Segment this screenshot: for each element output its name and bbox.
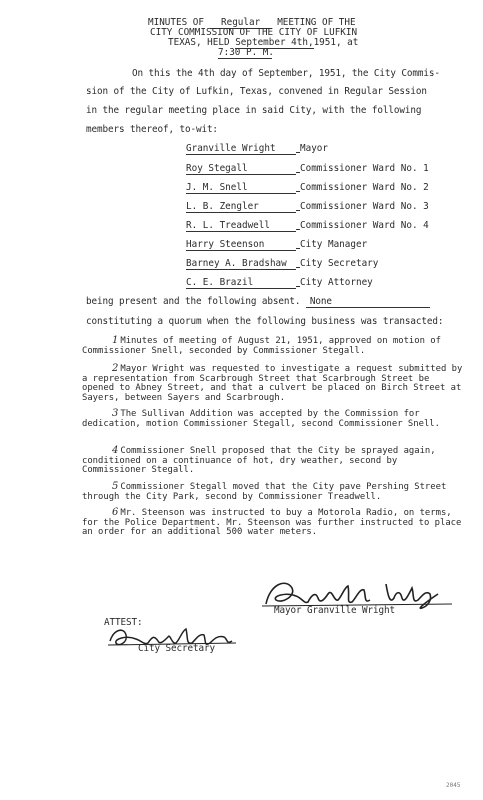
mayor-title: Mayor Granville Wright: [274, 605, 395, 616]
header-prefix: MINUTES OF: [148, 17, 204, 28]
business-item: [82, 364, 466, 403]
member-row: [186, 258, 483, 271]
member-row: [186, 182, 483, 195]
member-title: Commissioner Ward No. 1: [300, 163, 429, 174]
member-title: Commissioner Ward No. 2: [300, 182, 429, 193]
item-number: 5: [112, 481, 119, 492]
member-name: R. L. Treadwell: [186, 220, 296, 232]
member-name: C. E. Brazil: [186, 277, 296, 289]
item-number: 4: [112, 445, 119, 456]
member-name: Barney A. Bradshaw: [186, 258, 296, 270]
secretary-title: City Secretary: [138, 643, 215, 654]
business-item: [82, 508, 466, 538]
intro-line-3: in the regular meeting place in said City, with the following: [86, 105, 422, 116]
business-item: [82, 446, 466, 476]
item-text: Commissioner Snell proposed that the City be sprayed again, conditioned on a continuance of hot, dry weather, second by Commissioner Stegall.: [82, 446, 436, 475]
member-row: [186, 143, 483, 156]
member-name: Harry Steenson: [186, 239, 296, 251]
item-number: 1: [112, 335, 119, 346]
member-title: Commissioner Ward No. 4: [300, 220, 429, 231]
header-held: TEXAS, HELD: [168, 37, 230, 48]
quorum-line: constituting a quorum when the following business was transacted:: [86, 316, 444, 327]
member-row: [186, 163, 483, 176]
member-title: Commissioner Ward No. 3: [300, 201, 429, 212]
header-line-2: CITY COMMISSION OF THE CITY OF LUFKIN: [150, 27, 358, 38]
intro-line-1: On this the 4th day of September, 1951, the City Commis-: [132, 68, 440, 79]
meeting-year: 1951, at: [313, 37, 359, 48]
intro-line-2: sion of the City of Lufkin, Texas, convened in Regular Session: [86, 86, 427, 97]
member-title: Mayor: [300, 143, 328, 154]
absent-label: being present and the following absent.: [86, 296, 301, 307]
member-row: [186, 220, 483, 233]
item-text: Commissioner Stegall moved that the City pave Pershing Street through the City Park, second by Commissioner Treadwell.: [82, 482, 447, 502]
meeting-date: September 4th,: [235, 37, 314, 48]
member-title: City Manager: [300, 239, 368, 250]
page-code: 2045: [446, 782, 461, 789]
absent-value: None: [306, 296, 430, 308]
member-row: [186, 201, 483, 214]
header-line-4: [218, 48, 272, 59]
business-item: [82, 336, 466, 356]
member-name: Granville Wright: [186, 143, 296, 155]
member-title: City Attorney: [300, 277, 373, 288]
member-title: City Secretary: [300, 258, 379, 269]
member-name: L. B. Zengler: [186, 201, 296, 213]
member-name: Roy Stegall: [186, 163, 296, 175]
attest-label: ATTEST:: [104, 617, 143, 628]
item-number: 2: [112, 363, 119, 374]
member-name: J. M. Snell: [186, 182, 296, 194]
absent-line: [86, 296, 430, 308]
item-number: 3: [112, 408, 119, 419]
item-number: 6: [112, 507, 119, 518]
business-item: [82, 409, 466, 429]
intro-line-4: members thereof, to-wit:: [86, 124, 218, 135]
header-suffix: MEETING OF THE: [277, 17, 356, 28]
meeting-time: 7:30 P. M.: [218, 47, 274, 58]
item-text: Minutes of meeting of August 21, 1951, approved on motion of Commissioner Snell, seconded by Commissioner Stegall.: [82, 336, 441, 356]
item-text: Mayor Wright was requested to investigate a request submitted by a representation from Scarbrough Street that Scarbrough Street be opened to Abney Street, and that a culvert be placed on Birch Street at Sayers, between Sayers and Scarbrough.: [82, 364, 463, 403]
meeting-type: Regular: [210, 18, 272, 29]
item-text: The Sullivan Addition was accepted by the Commission for dedication, motion Commissioner Stegall, second Commissioner Snell.: [82, 409, 440, 429]
member-row: [186, 239, 483, 252]
business-item: [82, 482, 466, 502]
member-row: [186, 277, 483, 290]
item-text: Mr. Steenson was instructed to buy a Motorola Radio, on terms, for the Police Department. Mr. Steenson was further instructed to place an order for an additional 500 water meters.: [82, 508, 462, 537]
